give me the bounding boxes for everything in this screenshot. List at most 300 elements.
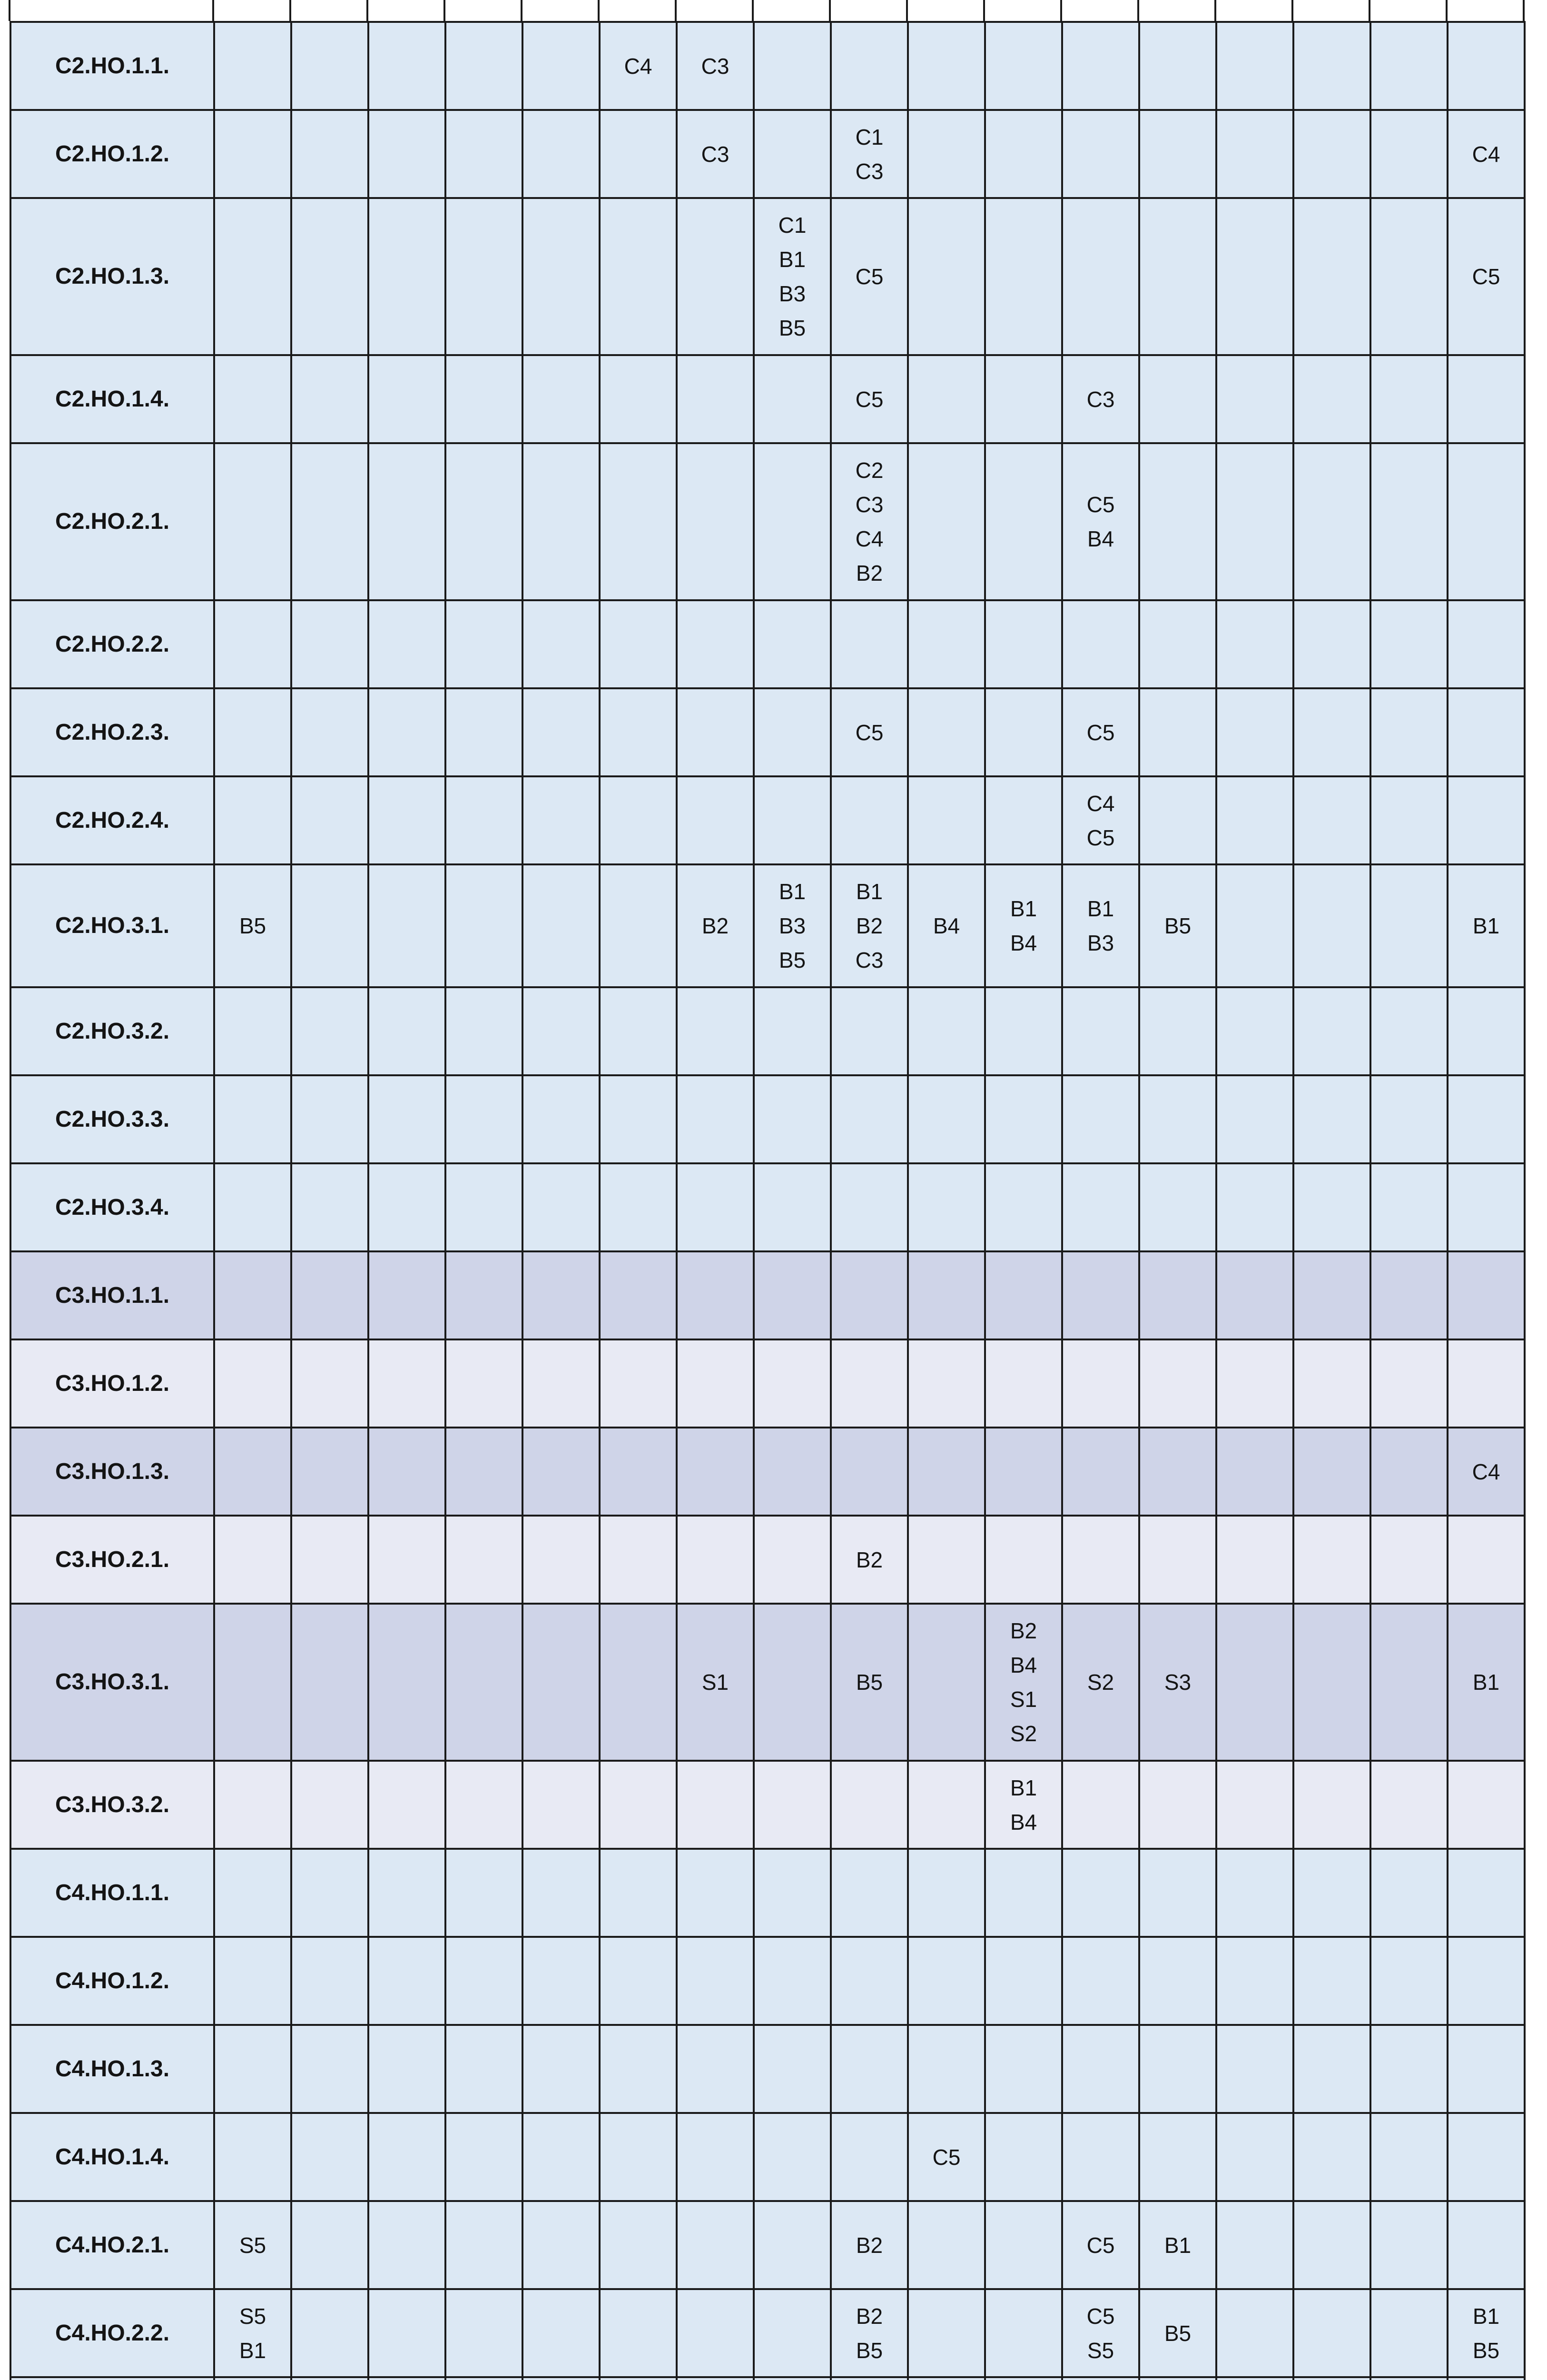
matrix-cell — [1216, 355, 1293, 443]
cell-code: B5 — [1164, 2320, 1192, 2346]
table-row — [10, 1516, 1525, 1604]
matrix-cell — [214, 688, 291, 776]
matrix-cell — [677, 2113, 754, 2201]
cell-code: S5 — [239, 2303, 266, 2329]
table-row — [10, 1937, 1525, 2025]
matrix-cell — [677, 1251, 754, 1339]
matrix-cell — [908, 864, 985, 987]
row-label: C2.HO.1.3. — [10, 198, 214, 355]
matrix-cell — [522, 1075, 600, 1163]
matrix-cell — [1448, 443, 1525, 600]
cell-code: C1 — [778, 213, 807, 238]
matrix-cell — [1139, 2289, 1216, 2377]
matrix-cell — [445, 600, 522, 688]
matrix-cell — [1062, 1937, 1139, 2025]
matrix-cell — [1293, 776, 1370, 864]
matrix-cell — [677, 198, 754, 355]
matrix-cell — [754, 1604, 831, 1761]
matrix-cell — [985, 1428, 1062, 1516]
cell-code: C4 — [1472, 141, 1500, 167]
cell-code: B5 — [856, 1670, 883, 1695]
cell-code: B3 — [778, 281, 806, 306]
matrix-cell — [368, 600, 445, 688]
matrix-cell — [1448, 1163, 1525, 1251]
matrix-cell — [1293, 1251, 1370, 1339]
matrix-cell — [522, 110, 600, 198]
cell-code: B4 — [1010, 1809, 1037, 1835]
matrix-cell — [1062, 1849, 1139, 1937]
cell-code: B5 — [778, 316, 806, 340]
matrix-cell — [1216, 198, 1293, 355]
matrix-cell — [754, 2113, 831, 2201]
table-row — [10, 987, 1525, 1075]
matrix-cell — [445, 110, 522, 198]
matrix-cell — [1370, 443, 1448, 600]
matrix-cell — [754, 110, 831, 198]
matrix-cell — [754, 1339, 831, 1428]
matrix-cell — [1293, 198, 1370, 355]
cell-code: S3 — [1164, 1670, 1192, 1695]
matrix-cell — [677, 1849, 754, 1937]
matrix-cell — [445, 1163, 522, 1251]
matrix-cell — [600, 864, 677, 987]
matrix-cell — [1448, 2377, 1525, 2380]
matrix-cell — [985, 2025, 1062, 2113]
cell-code: C1 — [855, 124, 884, 149]
matrix-cell — [522, 2201, 600, 2289]
matrix-cell — [600, 22, 677, 110]
grid-line — [983, 0, 985, 21]
matrix-cell — [831, 1516, 908, 1604]
matrix-cell — [908, 1761, 985, 1849]
matrix-cell — [1370, 1761, 1448, 1849]
matrix-cell — [908, 110, 985, 198]
matrix-cell — [754, 2201, 831, 2289]
matrix-cell — [1448, 864, 1525, 987]
matrix-cell — [214, 2025, 291, 2113]
matrix-cell — [600, 1251, 677, 1339]
cell-code: B2 — [856, 1547, 883, 1572]
matrix-cell — [445, 1339, 522, 1428]
matrix-cell — [1062, 776, 1139, 864]
matrix-cell — [600, 1075, 677, 1163]
grid-line — [1214, 0, 1216, 21]
matrix-cell — [831, 1339, 908, 1428]
row-label: C2.HO.3.1. — [10, 864, 214, 987]
table-row — [10, 2289, 1525, 2377]
matrix-cell — [522, 198, 600, 355]
matrix-cell — [1062, 443, 1139, 600]
matrix-cell — [600, 1516, 677, 1604]
matrix-cell — [1448, 355, 1525, 443]
matrix-cell — [214, 600, 291, 688]
matrix-cell — [368, 110, 445, 198]
matrix-cell — [1216, 1339, 1293, 1428]
matrix-cell — [1293, 600, 1370, 688]
matrix-cell — [1216, 1937, 1293, 2025]
matrix-cell — [1062, 1761, 1139, 1849]
matrix-cell — [677, 22, 754, 110]
matrix-cell — [831, 2113, 908, 2201]
matrix-cell — [522, 1428, 600, 1516]
table-row — [10, 1428, 1525, 1516]
matrix-cell — [1062, 864, 1139, 987]
matrix-cell — [754, 776, 831, 864]
matrix-cell — [831, 987, 908, 1075]
cell-code: B1 — [239, 2338, 266, 2363]
table-row — [10, 1163, 1525, 1251]
matrix-cell — [1293, 1761, 1370, 1849]
matrix-cell — [985, 2113, 1062, 2201]
matrix-cell — [214, 987, 291, 1075]
matrix-cell — [1062, 987, 1139, 1075]
table-row — [10, 443, 1525, 600]
matrix-cell — [1448, 688, 1525, 776]
matrix-cell — [1139, 1849, 1216, 1937]
matrix-cell — [600, 355, 677, 443]
matrix-cell — [754, 600, 831, 688]
matrix-cell — [445, 987, 522, 1075]
row-label: C4.HO.2.2. — [10, 2289, 214, 2377]
matrix-cell — [1062, 198, 1139, 355]
matrix-cell — [522, 1516, 600, 1604]
table-row — [10, 1849, 1525, 1937]
matrix-cell — [600, 1339, 677, 1428]
matrix-cell — [985, 2289, 1062, 2377]
matrix-cell — [1293, 2113, 1370, 2201]
cell-code: B2 — [856, 2303, 883, 2329]
table-row — [10, 688, 1525, 776]
cell-code: B2 — [701, 913, 729, 938]
matrix-cell — [1293, 1604, 1370, 1761]
matrix-cell — [985, 443, 1062, 600]
matrix-cell — [1139, 1251, 1216, 1339]
matrix-cell — [1139, 1428, 1216, 1516]
matrix-cell — [214, 355, 291, 443]
matrix-cell — [1370, 1428, 1448, 1516]
cell-code: B5 — [856, 2338, 883, 2363]
matrix-cell — [368, 355, 445, 443]
matrix-cell — [1293, 22, 1370, 110]
table-row — [10, 2113, 1525, 2201]
matrix-cell — [291, 110, 368, 198]
matrix-cell — [754, 1937, 831, 2025]
table-row — [10, 776, 1525, 864]
matrix-cell — [1139, 110, 1216, 198]
matrix-cell — [1448, 1075, 1525, 1163]
matrix-cell — [677, 1516, 754, 1604]
matrix-cell — [1139, 1163, 1216, 1251]
matrix-cell — [1370, 1339, 1448, 1428]
matrix-cell — [368, 443, 445, 600]
matrix-cell — [1216, 22, 1293, 110]
grid-line — [443, 0, 445, 21]
matrix-cell — [1216, 1075, 1293, 1163]
matrix-cell — [985, 2201, 1062, 2289]
matrix-cell — [985, 2377, 1062, 2380]
matrix-cell — [1293, 688, 1370, 776]
matrix-cell — [985, 987, 1062, 1075]
matrix-cell — [1370, 1849, 1448, 1937]
matrix-cell — [831, 776, 908, 864]
matrix-cell — [1370, 1516, 1448, 1604]
matrix-cell — [1139, 2201, 1216, 2289]
table-row — [10, 864, 1525, 987]
matrix-cell — [445, 2113, 522, 2201]
matrix-cell — [985, 1251, 1062, 1339]
matrix-cell — [1216, 776, 1293, 864]
matrix-cell — [445, 2025, 522, 2113]
row-label: C4.HO.1.4. — [10, 2113, 214, 2201]
matrix-cell — [985, 1339, 1062, 1428]
matrix-cell — [985, 198, 1062, 355]
matrix-cell — [1293, 987, 1370, 1075]
matrix-cell — [1062, 2025, 1139, 2113]
table-row — [10, 2025, 1525, 2113]
row-label: C4.HO.2.1. — [10, 2201, 214, 2289]
cell-code: C4 — [1472, 1459, 1500, 1484]
matrix-cell — [1370, 1251, 1448, 1339]
matrix-cell — [291, 443, 368, 600]
matrix-cell — [1448, 1937, 1525, 2025]
matrix-cell — [1139, 987, 1216, 1075]
cell-code: C5 — [855, 720, 884, 745]
grid-line — [521, 0, 522, 21]
matrix-cell — [1293, 1339, 1370, 1428]
matrix-cell — [1293, 2289, 1370, 2377]
cell-code: C5 — [1086, 720, 1115, 745]
matrix-cell — [600, 110, 677, 198]
matrix-cell — [368, 2289, 445, 2377]
matrix-cell — [831, 2377, 908, 2380]
matrix-cell — [600, 2025, 677, 2113]
matrix-cell — [1062, 1163, 1139, 1251]
matrix-cell — [368, 1251, 445, 1339]
matrix-cell — [214, 2377, 291, 2380]
matrix-cell — [1062, 22, 1139, 110]
matrix-cell — [1139, 443, 1216, 600]
matrix-cell — [1293, 2377, 1370, 2380]
cell-code: B1 — [1472, 1670, 1500, 1695]
cell-code: C5 — [1086, 2232, 1115, 2258]
cell-code: S5 — [239, 2232, 266, 2258]
matrix-cell — [985, 110, 1062, 198]
matrix-cell — [368, 1516, 445, 1604]
matrix-cell — [831, 864, 908, 987]
matrix-cell — [754, 1849, 831, 1937]
matrix-cell — [1448, 1339, 1525, 1428]
cell-code: B4 — [1010, 1653, 1037, 1677]
matrix-cell — [908, 1163, 985, 1251]
matrix-cell — [754, 355, 831, 443]
matrix-cell — [985, 1604, 1062, 1761]
matrix-cell — [1139, 1339, 1216, 1428]
matrix-cell — [445, 2377, 522, 2380]
matrix-cell — [1062, 2201, 1139, 2289]
matrix-cell — [1448, 1761, 1525, 1849]
table-row — [10, 600, 1525, 688]
matrix-cell — [291, 1604, 368, 1761]
matrix-cell — [677, 1604, 754, 1761]
matrix-cell — [1062, 1339, 1139, 1428]
table-top-overflow-lines — [10, 0, 1536, 21]
matrix-cell — [677, 1937, 754, 2025]
matrix-cell — [291, 1339, 368, 1428]
matrix-cell — [1370, 110, 1448, 198]
matrix-cell — [754, 864, 831, 987]
matrix-cell — [522, 776, 600, 864]
cell-code: C3 — [701, 53, 729, 79]
matrix-cell — [445, 864, 522, 987]
matrix-cell — [677, 987, 754, 1075]
row-label: C2.HO.3.2. — [10, 987, 214, 1075]
matrix-cell — [908, 2201, 985, 2289]
matrix-cell — [1216, 688, 1293, 776]
matrix-cell — [1139, 22, 1216, 110]
row-label: C2.HO.1.2. — [10, 110, 214, 198]
matrix-cell — [985, 1761, 1062, 1849]
row-label: C4.HO.1.3. — [10, 2025, 214, 2113]
matrix-cell — [445, 2289, 522, 2377]
matrix-cell — [1216, 1428, 1293, 1516]
matrix-cell — [600, 987, 677, 1075]
matrix-cell — [1293, 1516, 1370, 1604]
grid-line — [1291, 0, 1293, 21]
matrix-cell — [445, 1428, 522, 1516]
matrix-cell — [1216, 1849, 1293, 1937]
cell-code: C3 — [855, 159, 884, 184]
matrix-cell — [214, 2201, 291, 2289]
matrix-cell — [754, 1516, 831, 1604]
matrix-cell — [368, 198, 445, 355]
matrix-cell — [1139, 864, 1216, 987]
cell-code: C5 — [855, 264, 884, 289]
cell-code: B1 — [778, 879, 806, 904]
row-label: C3.HO.1.2. — [10, 1339, 214, 1428]
matrix-cell — [985, 1516, 1062, 1604]
row-label: C4.HO.1.1. — [10, 1849, 214, 1937]
matrix-cell — [1293, 1428, 1370, 1516]
matrix-cell — [291, 864, 368, 987]
matrix-cell — [1293, 443, 1370, 600]
matrix-cell — [291, 22, 368, 110]
matrix-cell — [368, 22, 445, 110]
table-row — [10, 355, 1525, 443]
matrix-cell — [1448, 1428, 1525, 1516]
cell-code: S5 — [1087, 2338, 1114, 2363]
matrix-cell — [754, 22, 831, 110]
matrix-cell — [214, 1604, 291, 1761]
table-row — [10, 1075, 1525, 1163]
matrix-cell — [522, 864, 600, 987]
matrix-cell — [1370, 1604, 1448, 1761]
matrix-cell — [600, 600, 677, 688]
matrix-cell — [522, 2377, 600, 2380]
matrix-cell — [908, 2377, 985, 2380]
matrix-cell — [522, 1761, 600, 1849]
matrix-cell — [985, 22, 1062, 110]
matrix-cell — [368, 1604, 445, 1761]
row-label: C2.HO.2.2. — [10, 600, 214, 688]
matrix-cell — [291, 2113, 368, 2201]
matrix-cell — [214, 110, 291, 198]
matrix-cell — [985, 688, 1062, 776]
matrix-cell — [291, 1428, 368, 1516]
matrix-cell — [677, 1075, 754, 1163]
matrix-cell — [1139, 776, 1216, 864]
matrix-cell — [1139, 198, 1216, 355]
matrix-cell — [754, 198, 831, 355]
matrix-cell — [522, 2289, 600, 2377]
grid-line — [906, 0, 908, 21]
matrix-cell — [600, 2377, 677, 2380]
matrix-cell — [445, 688, 522, 776]
matrix-cell — [1062, 688, 1139, 776]
matrix-cell — [908, 1937, 985, 2025]
matrix-cell — [1370, 1163, 1448, 1251]
matrix-cell — [908, 1339, 985, 1428]
matrix-cell — [600, 776, 677, 864]
matrix-cell — [291, 2289, 368, 2377]
matrix-cell — [600, 688, 677, 776]
matrix-cell — [754, 443, 831, 600]
matrix-cell — [368, 2113, 445, 2201]
matrix-cell — [1370, 688, 1448, 776]
row-label: C3.HO.3.2. — [10, 1761, 214, 1849]
matrix-cell — [985, 1849, 1062, 1937]
matrix-cell — [1448, 1516, 1525, 1604]
matrix-cell — [600, 1849, 677, 1937]
matrix-cell — [600, 1761, 677, 1849]
matrix-cell — [291, 2025, 368, 2113]
matrix-cell — [1139, 2113, 1216, 2201]
matrix-cell — [1293, 864, 1370, 987]
matrix-cell — [831, 2201, 908, 2289]
matrix-cell — [445, 1937, 522, 2025]
matrix-cell — [214, 198, 291, 355]
matrix-cell — [754, 2377, 831, 2380]
matrix-cell — [1448, 1849, 1525, 1937]
matrix-cell — [600, 2201, 677, 2289]
row-label: C2.HO.1.1. — [10, 22, 214, 110]
matrix-cell — [1448, 110, 1525, 198]
matrix-cell — [522, 355, 600, 443]
matrix-cell — [291, 1849, 368, 1937]
matrix-cell — [1216, 443, 1293, 600]
row-label — [10, 2377, 214, 2380]
matrix-cell — [908, 688, 985, 776]
matrix-cell — [754, 1251, 831, 1339]
matrix-cell — [291, 1163, 368, 1251]
matrix-cell — [1139, 1075, 1216, 1163]
cell-code: B4 — [933, 913, 960, 938]
matrix-cell — [522, 2113, 600, 2201]
matrix-cell — [445, 1251, 522, 1339]
matrix-cell — [1448, 776, 1525, 864]
cell-code: B5 — [1164, 913, 1192, 938]
matrix-cell — [522, 688, 600, 776]
matrix-cell — [754, 1163, 831, 1251]
matrix-cell — [754, 2025, 831, 2113]
matrix-cell — [1139, 600, 1216, 688]
matrix-cell — [1216, 987, 1293, 1075]
table-row — [10, 2201, 1525, 2289]
grid-line — [752, 0, 754, 21]
row-label: C2.HO.3.4. — [10, 1163, 214, 1251]
matrix-cell — [754, 688, 831, 776]
row-label: C3.HO.1.3. — [10, 1428, 214, 1516]
cell-code: B5 — [1472, 2338, 1500, 2363]
